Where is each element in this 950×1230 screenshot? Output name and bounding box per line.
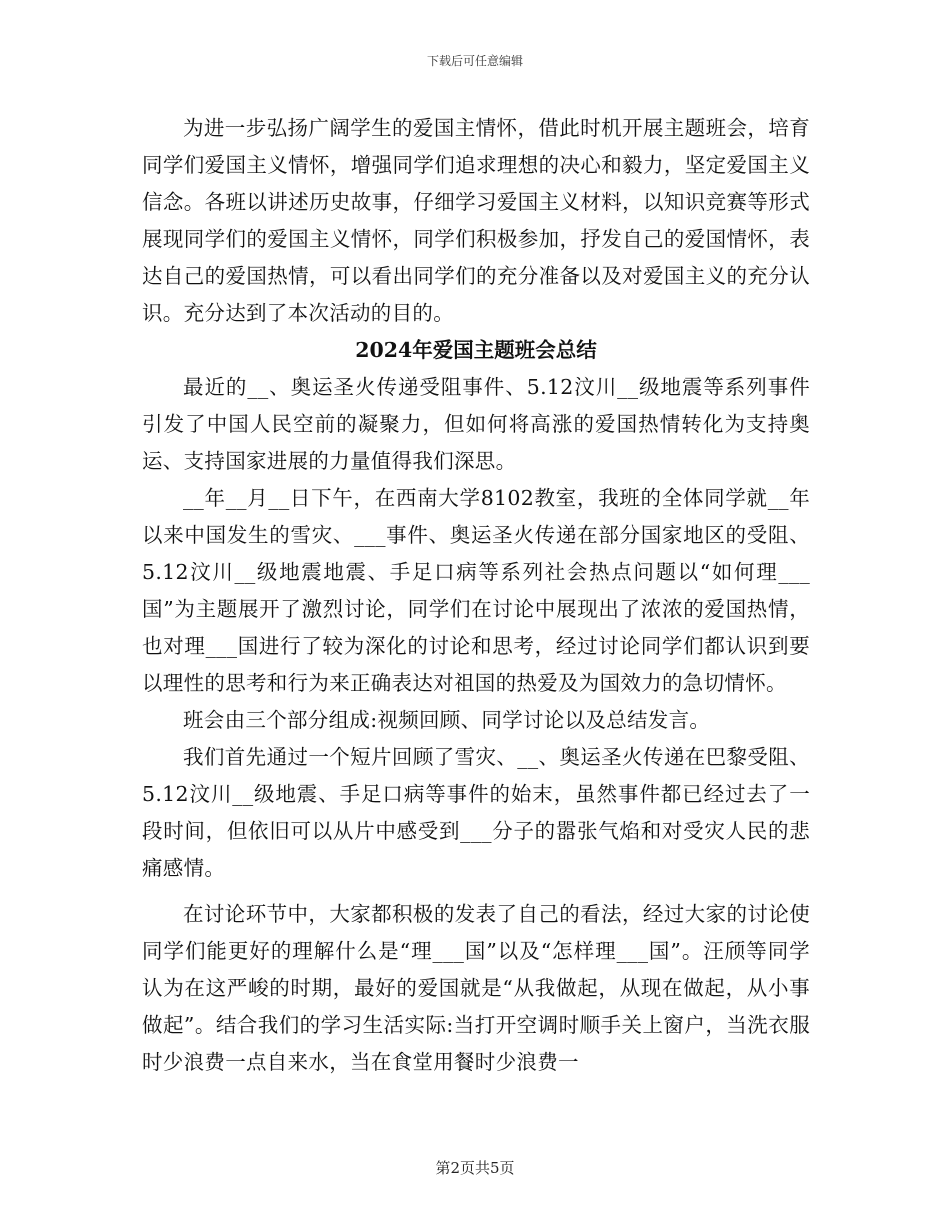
body-paragraph: 班会由三个部分组成:视频回顾、同学讨论以及总结发言。	[183, 708, 711, 732]
page-footer: 第2页共5页	[435, 1159, 515, 1177]
document-body	[142, 110, 810, 1081]
body-paragraph: 在讨论环节中，大家都积极的发表了自己的看法，经过大家的讨论使同学们能更好的理解什么是“理___国”以及“怎样理___国”。汪颀等同学认为在这严峻的时期，最好的爱国就是“从我做起，从现在做起，从小事做起”。结合我们的学习生活实际:当打开空调时顺手关上窗户，当洗衣服时少浪费一点自来水，当在食堂用餐时少浪费一	[142, 902, 810, 1074]
body-paragraph: 我们首先通过一个短片回顾了雪灾、__、奥运圣火传递在巴黎受阻、5.12汶川__级地震、手足口病等事件的始末，虽然事件都已经过去了一段时间，但依旧可以从片中感受到___分子的嚣张气焰和对受灾人民的悲痛感情。	[142, 745, 810, 880]
body-paragraph: __年__月__日下午，在西南大学8102教室，我班的全体同学就__年以来中国发生的雪灾、___事件、奥运圣火传递在部分国家地区的受阻、5.12汶川__级地震地震、手足口病等系列社会热点问题以“如何理___国”为主题展开了激烈讨论，同学们在讨论中展现出了浓浓的爱国热情，也对理___国进行了较为深化的讨论和思考，经过讨论同学们都认识到要以理性的思考和行为来正确表达对祖国的热爱及为国效力的急切情怀。	[142, 486, 810, 695]
paragraph-gap	[142, 887, 810, 896]
section-title: 2024年爱国主题班会总结	[355, 338, 597, 362]
intro-paragraph: 为进一步弘扬广阔学生的爱国主情怀，借此时机开展主题班会，培育同学们爱国主义情怀，增强同学们追求理想的决心和毅力，坚定爱国主义信念。各班以讲述历史故事，仔细学习爱国主义材料，以知识竞赛等形式展现同学们的爱国主义情怀，同学们积极参加，抒发自己的爱国情怀，表达自己的爱国热情，可以看出同学们的充分准备以及对爱国主义的充分认识。充分达到了本次活动的目的。	[142, 116, 810, 325]
body-paragraph: 最近的__、奥运圣火传递受阻事件、5.12汶川__级地震等系列事件引发了中国人民空前的凝聚力，但如何将高涨的爱国热情转化为支持奥运、支持国家进展的力量值得我们深思。	[142, 375, 810, 473]
page-header: 下载后可任意编辑	[426, 54, 523, 68]
